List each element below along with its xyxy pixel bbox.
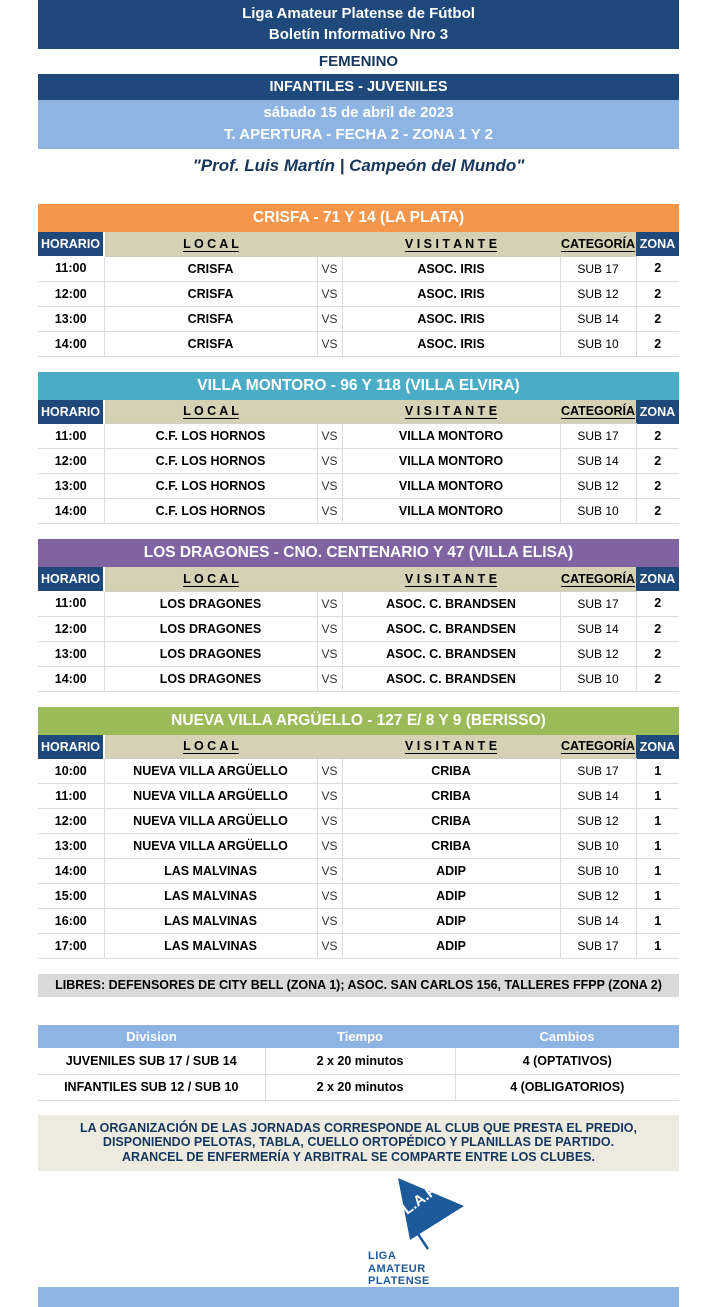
match-vs-label: VS xyxy=(317,834,342,859)
match-local-team: CRISFA xyxy=(104,331,317,356)
match-category: SUB 14 xyxy=(560,909,636,934)
match-category: SUB 12 xyxy=(560,809,636,834)
match-zone: 1 xyxy=(636,809,679,834)
match-row xyxy=(38,474,679,499)
match-zone: 1 xyxy=(636,909,679,934)
match-zone: 1 xyxy=(636,834,679,859)
match-visiting-team: CRIBA xyxy=(342,809,560,834)
matches-table xyxy=(38,735,679,960)
match-time: 13:00 xyxy=(38,306,104,331)
rules-tiempo: 2 x 20 minutos xyxy=(265,1048,455,1074)
match-zone: 2 xyxy=(636,424,679,449)
col-horario: HORARIO xyxy=(38,232,104,256)
match-category: SUB 10 xyxy=(560,331,636,356)
match-row xyxy=(38,884,679,909)
rules-header-row xyxy=(38,1025,679,1048)
match-category: SUB 14 xyxy=(560,449,636,474)
match-zone: 1 xyxy=(636,884,679,909)
col-local: L O C A L xyxy=(104,567,317,591)
match-row xyxy=(38,641,679,666)
match-time: 14:00 xyxy=(38,859,104,884)
date-line: sábado 15 de abril de 2023 xyxy=(263,104,454,121)
match-local-team: NUEVA VILLA ARGÜELLO xyxy=(104,784,317,809)
notice xyxy=(38,1115,679,1172)
match-time: 17:00 xyxy=(38,934,104,959)
col-zona: ZONA xyxy=(636,567,679,591)
col-horario: HORARIO xyxy=(38,567,104,591)
match-vs-label: VS xyxy=(317,884,342,909)
match-zone: 2 xyxy=(636,474,679,499)
rules-col-tiempo: Tiempo xyxy=(265,1025,455,1048)
match-vs-label: VS xyxy=(317,306,342,331)
match-row xyxy=(38,331,679,356)
match-vs-label: VS xyxy=(317,591,342,616)
match-visiting-team: ADIP xyxy=(342,909,560,934)
rules-cambios: 4 (OPTATIVOS) xyxy=(455,1048,679,1074)
match-time: 10:00 xyxy=(38,759,104,784)
match-visiting-team: ASOC. IRIS xyxy=(342,306,560,331)
match-category: SUB 17 xyxy=(560,759,636,784)
footer-bar xyxy=(38,1287,679,1307)
venue-header xyxy=(38,372,679,400)
match-time: 13:00 xyxy=(38,641,104,666)
match-zone: 2 xyxy=(636,331,679,356)
match-local-team: C.F. LOS HORNOS xyxy=(104,499,317,524)
match-time: 11:00 xyxy=(38,784,104,809)
match-zone: 2 xyxy=(636,306,679,331)
match-visiting-team: CRIBA xyxy=(342,759,560,784)
match-zone: 1 xyxy=(636,784,679,809)
match-row xyxy=(38,759,679,784)
match-visiting-team: ADIP xyxy=(342,934,560,959)
match-visiting-team: ASOC. C. BRANDSEN xyxy=(342,641,560,666)
match-time: 12:00 xyxy=(38,449,104,474)
match-time: 14:00 xyxy=(38,499,104,524)
match-vs-label: VS xyxy=(317,666,342,691)
logo-wordmark-line: AMATEUR xyxy=(368,1262,426,1275)
col-vs-spacer xyxy=(317,400,342,424)
matches-table xyxy=(38,400,679,525)
byes-note: LIBRES: DEFENSORES DE CITY BELL (ZONA 1); ASOC. SAN CARLOS 156, TALLERES FFPP (ZONA 2) xyxy=(38,974,679,997)
match-row xyxy=(38,666,679,691)
category-label: FEMENINO xyxy=(318,53,399,70)
logo-wordmark-line: PLATENSE xyxy=(368,1275,430,1287)
matches-table xyxy=(38,567,679,692)
venue-title: VILLA MONTORO - 96 Y 118 (VILLA ELVIRA) xyxy=(197,376,520,394)
col-visitante: V I S I T A N T E xyxy=(342,400,560,424)
fixture-line: T. APERTURA - FECHA 2 - ZONA 1 Y 2 xyxy=(224,126,493,143)
league-logo xyxy=(368,1178,498,1300)
col-horario: HORARIO xyxy=(38,735,104,759)
rules-division: JUVENILES SUB 17 / SUB 14 xyxy=(38,1048,265,1074)
match-zone: 2 xyxy=(636,499,679,524)
match-zone: 2 xyxy=(636,666,679,691)
col-zona: ZONA xyxy=(636,232,679,256)
match-category: SUB 12 xyxy=(560,884,636,909)
match-category: SUB 10 xyxy=(560,499,636,524)
match-vs-label: VS xyxy=(317,616,342,641)
match-row xyxy=(38,424,679,449)
match-visiting-team: VILLA MONTORO xyxy=(342,424,560,449)
col-visitante: V I S I T A N T E xyxy=(342,567,560,591)
venue-section xyxy=(38,707,679,960)
match-category: SUB 12 xyxy=(560,474,636,499)
rules-col-division: Division xyxy=(38,1025,265,1048)
match-local-team: CRISFA xyxy=(104,306,317,331)
match-category: SUB 10 xyxy=(560,666,636,691)
match-row xyxy=(38,909,679,934)
match-row xyxy=(38,859,679,884)
match-row xyxy=(38,784,679,809)
masthead xyxy=(38,0,679,49)
match-zone: 1 xyxy=(636,934,679,959)
match-time: 12:00 xyxy=(38,281,104,306)
match-category: SUB 12 xyxy=(560,281,636,306)
venue-section xyxy=(38,372,679,525)
match-vs-label: VS xyxy=(317,641,342,666)
notice-line: ARANCEL DE ENFERMERÍA Y ARBITRAL SE COMPARTE ENTRE LOS CLUBES. xyxy=(122,1149,595,1164)
col-categoria: CATEGORÍA xyxy=(560,567,636,591)
match-category: SUB 17 xyxy=(560,424,636,449)
match-zone: 2 xyxy=(636,591,679,616)
match-local-team: NUEVA VILLA ARGÜELLO xyxy=(104,809,317,834)
matches-header-row xyxy=(38,400,679,424)
match-local-team: LAS MALVINAS xyxy=(104,934,317,959)
col-local: L O C A L xyxy=(104,400,317,424)
match-category: SUB 10 xyxy=(560,859,636,884)
venue-title: NUEVA VILLA ARGÜELLO - 127 E/ 8 Y 9 (BERISSO) xyxy=(171,711,546,729)
matches-table xyxy=(38,232,679,357)
match-visiting-team: CRIBA xyxy=(342,784,560,809)
match-row xyxy=(38,809,679,834)
match-visiting-team: ASOC. C. BRANDSEN xyxy=(342,616,560,641)
match-time: 11:00 xyxy=(38,591,104,616)
match-zone: 2 xyxy=(636,641,679,666)
match-visiting-team: ADIP xyxy=(342,859,560,884)
rules-tiempo: 2 x 20 minutos xyxy=(265,1074,455,1100)
col-vs-spacer xyxy=(317,232,342,256)
bulletin-number: Boletín Informativo Nro 3 xyxy=(268,26,449,43)
venue-section xyxy=(38,204,679,357)
match-visiting-team: VILLA MONTORO xyxy=(342,499,560,524)
match-time: 15:00 xyxy=(38,884,104,909)
pennant-initials: L.A.P. xyxy=(399,1180,443,1219)
match-visiting-team: ASOC. C. BRANDSEN xyxy=(342,591,560,616)
match-row xyxy=(38,281,679,306)
match-visiting-team: VILLA MONTORO xyxy=(342,449,560,474)
match-zone: 2 xyxy=(636,616,679,641)
match-category: SUB 10 xyxy=(560,834,636,859)
match-local-team: C.F. LOS HORNOS xyxy=(104,424,317,449)
match-zone: 2 xyxy=(636,256,679,281)
match-row xyxy=(38,616,679,641)
match-vs-label: VS xyxy=(317,424,342,449)
match-visiting-team: ASOC. C. BRANDSEN xyxy=(342,666,560,691)
col-local: L O C A L xyxy=(104,735,317,759)
rules-row xyxy=(38,1074,679,1100)
rules-table xyxy=(38,1025,679,1101)
match-visiting-team: ASOC. IRIS xyxy=(342,281,560,306)
match-vs-label: VS xyxy=(317,759,342,784)
col-zona: ZONA xyxy=(636,735,679,759)
rules-row xyxy=(38,1048,679,1074)
notice-line: LA ORGANIZACIÓN DE LAS JORNADAS CORRESPONDE AL CLUB QUE PRESTA EL PREDIO, xyxy=(80,1120,637,1135)
match-local-team: CRISFA xyxy=(104,256,317,281)
match-local-team: LOS DRAGONES xyxy=(104,616,317,641)
match-row xyxy=(38,591,679,616)
match-category: SUB 12 xyxy=(560,641,636,666)
match-vs-label: VS xyxy=(317,809,342,834)
match-row xyxy=(38,256,679,281)
match-row xyxy=(38,306,679,331)
col-vs-spacer xyxy=(317,735,342,759)
match-row xyxy=(38,449,679,474)
match-visiting-team: ADIP xyxy=(342,884,560,909)
col-vs-spacer xyxy=(317,567,342,591)
col-categoria: CATEGORÍA xyxy=(560,735,636,759)
logo-wordmark-line: LIGA xyxy=(368,1250,397,1262)
match-visiting-team: CRIBA xyxy=(342,834,560,859)
match-vs-label: VS xyxy=(317,499,342,524)
match-zone: 1 xyxy=(636,859,679,884)
venue-header xyxy=(38,539,679,567)
match-zone: 2 xyxy=(636,449,679,474)
match-category: SUB 17 xyxy=(560,591,636,616)
match-local-team: C.F. LOS HORNOS xyxy=(104,474,317,499)
match-visiting-team: ASOC. IRIS xyxy=(342,331,560,356)
match-time: 14:00 xyxy=(38,666,104,691)
match-vs-label: VS xyxy=(317,449,342,474)
match-time: 13:00 xyxy=(38,834,104,859)
match-zone: 2 xyxy=(636,281,679,306)
col-visitante: V I S I T A N T E xyxy=(342,735,560,759)
col-categoria: CATEGORÍA xyxy=(560,232,636,256)
match-local-team: LAS MALVINAS xyxy=(104,859,317,884)
league-title: Liga Amateur Platense de Fútbol xyxy=(242,5,475,22)
col-horario: HORARIO xyxy=(38,400,104,424)
col-zona: ZONA xyxy=(636,400,679,424)
col-visitante: V I S I T A N T E xyxy=(342,232,560,256)
match-vs-label: VS xyxy=(317,256,342,281)
match-vs-label: VS xyxy=(317,331,342,356)
match-visiting-team: VILLA MONTORO xyxy=(342,474,560,499)
notice-line: DISPONIENDO PELOTAS, TABLA, CUELLO ORTOPÉDICO Y PLANILLAS DE PARTIDO. xyxy=(102,1135,615,1149)
venue-header xyxy=(38,204,679,232)
division-banner: INFANTILES - JUVENILES xyxy=(38,74,679,100)
match-local-team: LOS DRAGONES xyxy=(104,591,317,616)
match-local-team: CRISFA xyxy=(104,281,317,306)
matches-header-row xyxy=(38,232,679,256)
match-visiting-team: ASOC. IRIS xyxy=(342,256,560,281)
match-category: SUB 17 xyxy=(560,934,636,959)
match-time: 14:00 xyxy=(38,331,104,356)
venue-header xyxy=(38,707,679,735)
venues xyxy=(38,204,679,959)
match-local-team: LAS MALVINAS xyxy=(104,909,317,934)
rules-col-cambios: Cambios xyxy=(455,1025,679,1048)
pennant-flag-icon xyxy=(370,1178,470,1250)
match-vs-label: VS xyxy=(317,859,342,884)
venue-title: LOS DRAGONES - CNO. CENTENARIO Y 47 (VILLA ELISA) xyxy=(143,544,574,561)
match-time: 11:00 xyxy=(38,424,104,449)
match-category: SUB 14 xyxy=(560,616,636,641)
match-time: 12:00 xyxy=(38,616,104,641)
col-categoria: CATEGORÍA xyxy=(560,400,636,424)
match-vs-label: VS xyxy=(317,784,342,809)
venue-section xyxy=(38,539,679,692)
match-vs-label: VS xyxy=(317,281,342,306)
dedication-quote: "Prof. Luis Martín | Campeón del Mundo" xyxy=(192,156,525,175)
match-time: 11:00 xyxy=(38,256,104,281)
match-category: SUB 14 xyxy=(560,784,636,809)
match-vs-label: VS xyxy=(317,474,342,499)
match-time: 12:00 xyxy=(38,809,104,834)
venue-title: CRISFA - 71 Y 14 (LA PLATA) xyxy=(252,209,465,226)
matches-header-row xyxy=(38,567,679,591)
match-local-team: C.F. LOS HORNOS xyxy=(104,449,317,474)
date-banner xyxy=(38,100,679,149)
match-local-team: LOS DRAGONES xyxy=(104,641,317,666)
matches-header-row xyxy=(38,735,679,759)
match-local-team: NUEVA VILLA ARGÜELLO xyxy=(104,759,317,784)
match-zone: 1 xyxy=(636,759,679,784)
match-row xyxy=(38,834,679,859)
match-local-team: NUEVA VILLA ARGÜELLO xyxy=(104,834,317,859)
col-local: L O C A L xyxy=(104,232,317,256)
match-time: 13:00 xyxy=(38,474,104,499)
rules-cambios: 4 (OBLIGATORIOS) xyxy=(455,1074,679,1100)
match-vs-label: VS xyxy=(317,934,342,959)
rules-division: INFANTILES SUB 12 / SUB 10 xyxy=(38,1074,265,1100)
match-row xyxy=(38,934,679,959)
match-local-team: LAS MALVINAS xyxy=(104,884,317,909)
match-local-team: LOS DRAGONES xyxy=(104,666,317,691)
match-category: SUB 17 xyxy=(560,256,636,281)
match-row xyxy=(38,499,679,524)
match-time: 16:00 xyxy=(38,909,104,934)
match-vs-label: VS xyxy=(317,909,342,934)
match-category: SUB 14 xyxy=(560,306,636,331)
